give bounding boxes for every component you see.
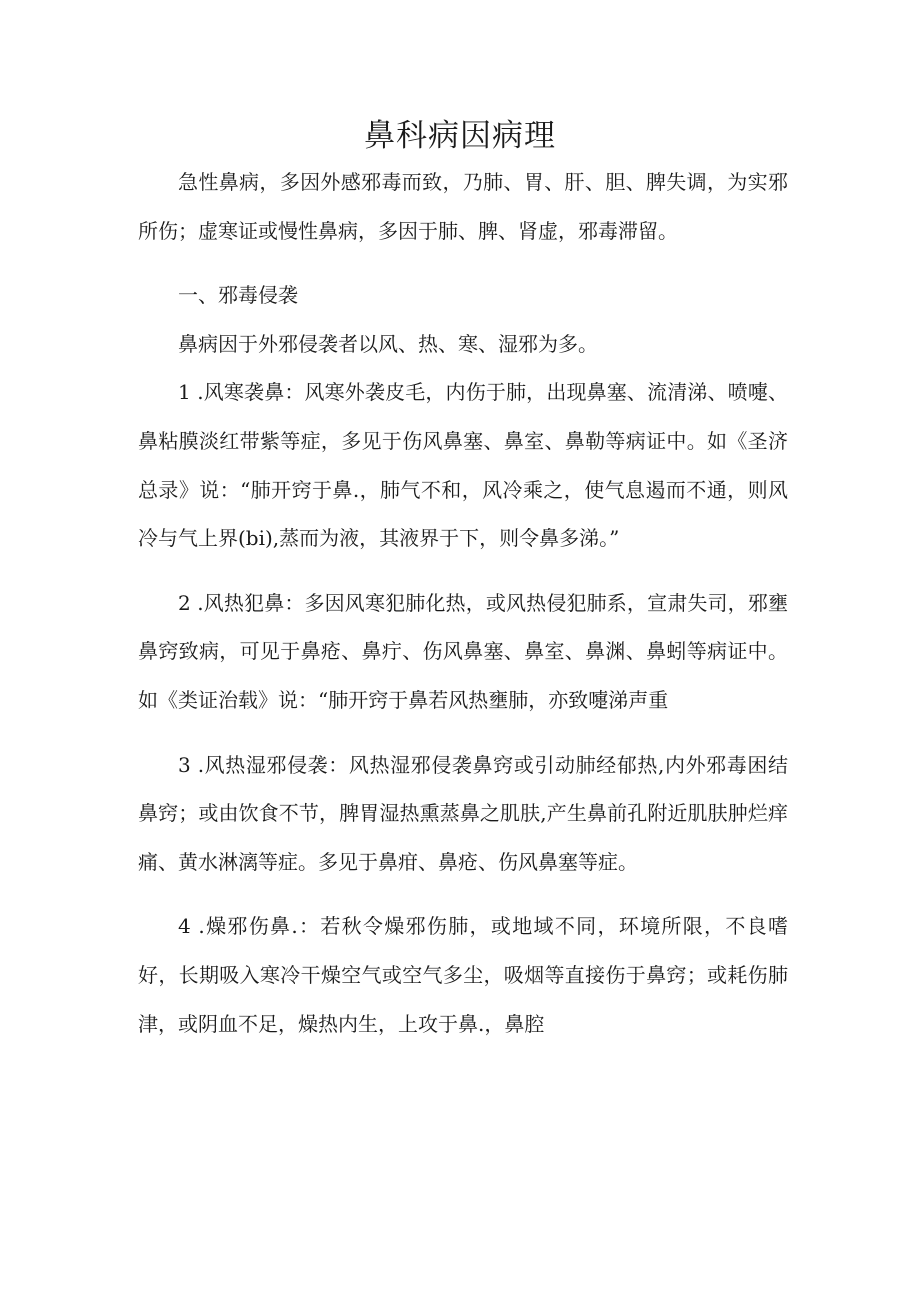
paragraph-item-1: 1 .风寒袭鼻：风寒外袭皮毛，内伤于肺，出现鼻塞、流清涕、喷嚏、鼻粘膜淡红带紫等症，多见于伤风鼻塞、鼻室、鼻勒等病证中。如《圣济总录》说：“肺开窍于鼻.，肺气不和，风冷乘之，使气息遏而不通，则风冷与气上界(bi),蒸而为液，其液界于下，则令鼻多涕。” — [138, 380, 788, 551]
paragraph-intro: 急性鼻病，多因外感邪毒而致，乃肺、胃、肝、胆、脾失调，为实邪所伤；虚寒证或慢性鼻病，多因于肺、脾、肾虚，邪毒滞留。 — [138, 170, 788, 243]
section-heading: 一、邪毒侵袭 — [178, 283, 298, 308]
paragraph-item-2: 2 .风热犯鼻：多因风寒犯肺化热，或风热侵犯肺系，宣肃失司，邪壅鼻窍致病，可见于鼻疮、鼻疔、伤风鼻塞、鼻室、鼻渊、鼻蚓等病证中。如《类证治载》说：“肺开窍于鼻若风热壅肺，亦致嚏涕声重 — [138, 590, 788, 712]
paragraph-item-4: 4 .燥邪伤鼻.：若秋令燥邪伤肺，或地域不同，环境所限，不良嗜好，长期吸入寒冷干燥空气或空气多尘，吸烟等直接伤于鼻窍；或耗伤肺津，或阴血不足，燥热内生，上攻于鼻.，鼻腔 — [138, 914, 788, 1036]
paragraph-summary: 鼻病因于外邪侵袭者以风、热、寒、湿邪为多。 — [178, 331, 598, 356]
document-title: 鼻科病因病理 — [364, 118, 556, 154]
paragraph-item-3: 3 .风热湿邪侵袭：风热湿邪侵袭鼻窍或引动肺经郁热,内外邪毒困结鼻窍；或由饮食不节，脾胃湿热熏蒸鼻之肌肤,产生鼻前孔附近肌肤肿烂痒痛、黄水淋漓等症。多见于鼻疳、鼻疮、伤风鼻塞等症。 — [138, 752, 788, 874]
document-body — [138, 158, 788, 1048]
